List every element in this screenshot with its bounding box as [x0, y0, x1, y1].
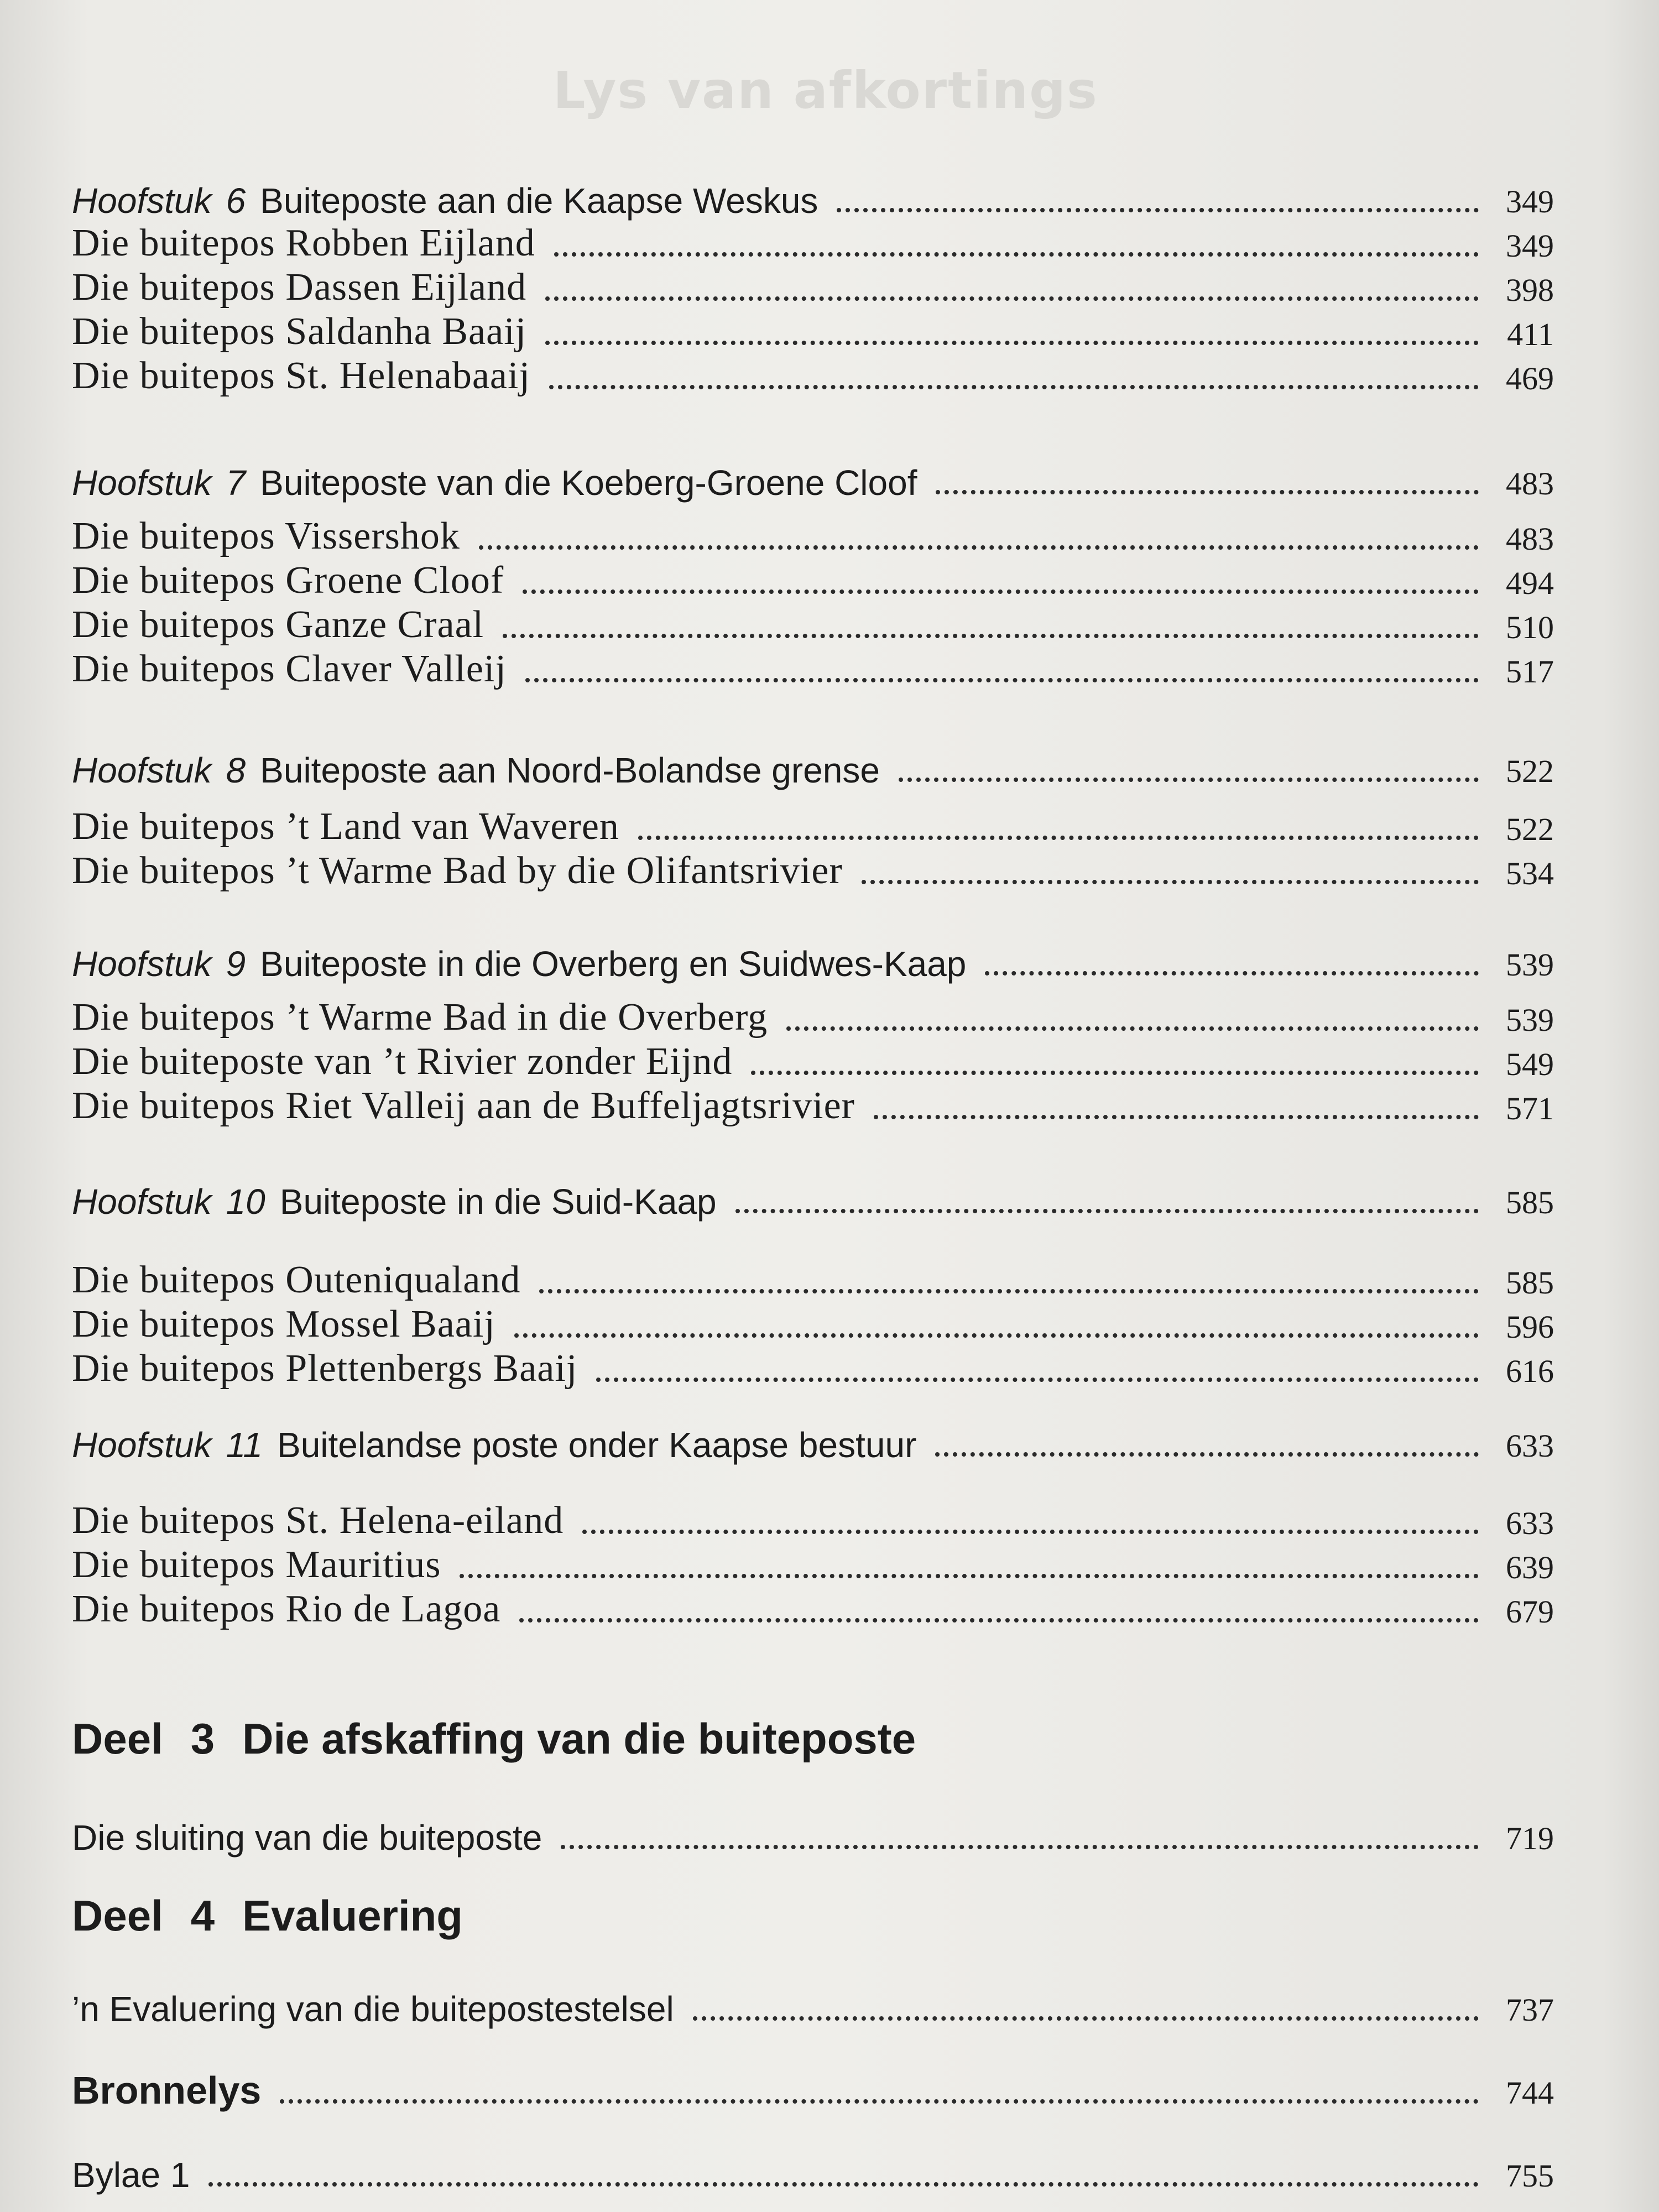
page-number: 719: [1506, 1820, 1554, 1856]
page-number: 522: [1506, 753, 1554, 789]
chapter-title: Buiteposte in die Overberg en Suidwes-Kaap: [260, 944, 967, 984]
page-number: 483: [1506, 466, 1554, 502]
dot-leader: [549, 385, 1479, 389]
entry-label: Die buitepos Mossel Baaij: [72, 1303, 495, 1345]
entry-label: Die buitepos Rio de Lagoa: [72, 1588, 501, 1630]
chapter-11-heading[interactable]: [72, 1405, 1554, 1465]
toc-entry[interactable]: [72, 1969, 1554, 2030]
page-number: 483: [1506, 521, 1554, 557]
entry-label: Die sluiting van die buiteposte: [72, 1818, 542, 1858]
entry-label: Die buitepos Claver Valleij: [72, 648, 507, 690]
toc-entry[interactable]: [72, 630, 1554, 691]
page-number: 411: [1507, 316, 1554, 352]
page-number: 571: [1506, 1091, 1554, 1126]
dot-leader: [899, 778, 1479, 782]
page-number: 539: [1506, 947, 1554, 983]
toc-entry[interactable]: [72, 337, 1554, 398]
page-number: 596: [1506, 1309, 1554, 1345]
page-number: 522: [1506, 811, 1554, 847]
entry-label: Die buitepos Saldanha Baaij: [72, 310, 527, 353]
page-number: 633: [1506, 1428, 1554, 1464]
entry-label: Die buitepos Riet Valleij aan de Buffeljagtsrivier: [72, 1084, 855, 1127]
toc-entry-bronnelys[interactable]: [72, 2052, 1554, 2112]
part-number: 4: [190, 1891, 215, 1940]
dot-leader: [596, 1378, 1479, 1382]
chapter-number: 11: [226, 1425, 263, 1465]
chapter-number: 9: [226, 944, 246, 984]
page-number: 510: [1506, 609, 1554, 645]
dot-leader: [525, 678, 1479, 682]
chapter-9-heading[interactable]: [72, 924, 1554, 984]
chapter-title: Buitelandse poste onder Kaapse bestuur: [277, 1425, 917, 1465]
page-number: 534: [1506, 855, 1554, 891]
toc-entry[interactable]: [72, 832, 1554, 893]
toc-entry[interactable]: [72, 1571, 1554, 1631]
toc-entry[interactable]: [72, 1067, 1554, 1128]
entry-label: Die buitepos Robben Eijland: [72, 222, 535, 264]
page-number: 585: [1506, 1185, 1554, 1220]
part-3-heading: [72, 1703, 1554, 1764]
entry-label: Die buitepos Ganze Craal: [72, 603, 484, 646]
chapter-number: 8: [226, 750, 246, 790]
toc-entry[interactable]: [72, 1797, 1554, 1858]
dot-leader: [874, 1115, 1479, 1119]
toc-entry-bylae[interactable]: [72, 2135, 1554, 2195]
entry-label: Die buitepos ’t Land van Waveren: [72, 805, 619, 848]
entry-label: Die buitepos Mauritius: [72, 1543, 441, 1586]
entry-label: Die buitepos Outeniqualand: [72, 1259, 521, 1301]
chapter-number: 6: [226, 181, 246, 221]
entry-label: Bylae 1: [72, 2155, 190, 2195]
chapter-word: Hoofstuk: [72, 463, 212, 503]
chapter-title: Buiteposte in die Suid-Kaap: [279, 1182, 717, 1222]
chapter-title: Buiteposte van die Koeberg-Groene Cloof: [260, 463, 917, 503]
chapter-word: Hoofstuk: [72, 750, 212, 790]
page-number: 398: [1506, 272, 1554, 308]
entry-label: ’n Evaluering van die buitepostestelsel: [72, 1989, 674, 2029]
entry-label: Die buitepos ’t Warme Bad by die Olifantsrivier: [72, 849, 843, 892]
page-number: 744: [1506, 2075, 1554, 2111]
page-number: 539: [1506, 1002, 1554, 1038]
page-number: 517: [1506, 654, 1554, 690]
dot-leader: [935, 1452, 1479, 1457]
show-through-heading: Lys van afkortings: [553, 61, 1098, 120]
dot-leader: [280, 2099, 1479, 2104]
dot-leader: [519, 1618, 1479, 1623]
dot-leader: [693, 2016, 1479, 2021]
dot-leader: [985, 971, 1479, 975]
chapter-word: Hoofstuk: [72, 1182, 212, 1222]
dot-leader: [862, 880, 1479, 884]
part-title: Die afskaffing van die buiteposte: [242, 1714, 916, 1763]
chapter-word: Hoofstuk: [72, 1425, 212, 1465]
part-number: 3: [190, 1714, 215, 1763]
page-number: 469: [1506, 361, 1554, 397]
chapter-number: 10: [226, 1182, 265, 1222]
chapter-8-heading[interactable]: [72, 730, 1554, 791]
chapter-word: Hoofstuk: [72, 944, 212, 984]
chapter-word: Hoofstuk: [72, 181, 212, 221]
entry-label: Bronnelys: [72, 2069, 262, 2112]
part-4-heading: [72, 1880, 1554, 1941]
page-number: 633: [1506, 1505, 1554, 1541]
page-number: 549: [1506, 1046, 1554, 1082]
chapter-7-heading[interactable]: [72, 442, 1554, 503]
dot-leader: [561, 1845, 1479, 1849]
page-number: 737: [1506, 1992, 1554, 2028]
page-number: 494: [1506, 565, 1554, 601]
part-title: Evaluering: [242, 1891, 463, 1940]
entry-label: Die buitepos Vissershok: [72, 515, 460, 557]
part-word: Deel: [72, 1714, 163, 1763]
page-number: 349: [1506, 228, 1554, 264]
dot-leader: [936, 490, 1479, 494]
dot-leader: [735, 1209, 1479, 1213]
page-number: 585: [1506, 1265, 1554, 1301]
part-word: Deel: [72, 1891, 163, 1940]
entry-label: Die buiteposte van ’t Rivier zonder Eijnd: [72, 1040, 733, 1083]
page-number: 349: [1506, 184, 1554, 220]
entry-label: Die buitepos ’t Warme Bad in die Overberg: [72, 996, 768, 1039]
page-number: 616: [1506, 1353, 1554, 1389]
toc-entry[interactable]: [72, 1330, 1554, 1391]
entry-label: Die buitepos Plettenbergs Baaij: [72, 1347, 578, 1390]
entry-label: Die buitepos Groene Cloof: [72, 559, 504, 602]
page-number: 755: [1506, 2158, 1554, 2194]
entry-label: Die buitepos St. Helenabaaij: [72, 354, 530, 397]
chapter-title: Buiteposte aan Noord-Bolandse grense: [260, 750, 880, 790]
entry-label: Die buitepos St. Helena-eiland: [72, 1499, 564, 1542]
chapter-title: Buiteposte aan die Kaapse Weskus: [260, 181, 818, 221]
page-number: 679: [1506, 1594, 1554, 1630]
entry-label: Die buitepos Dassen Eijland: [72, 266, 527, 309]
dot-leader: [208, 2182, 1479, 2187]
chapter-10-heading[interactable]: [72, 1161, 1554, 1222]
page-number: 639: [1506, 1550, 1554, 1585]
chapter-number: 7: [226, 463, 246, 503]
